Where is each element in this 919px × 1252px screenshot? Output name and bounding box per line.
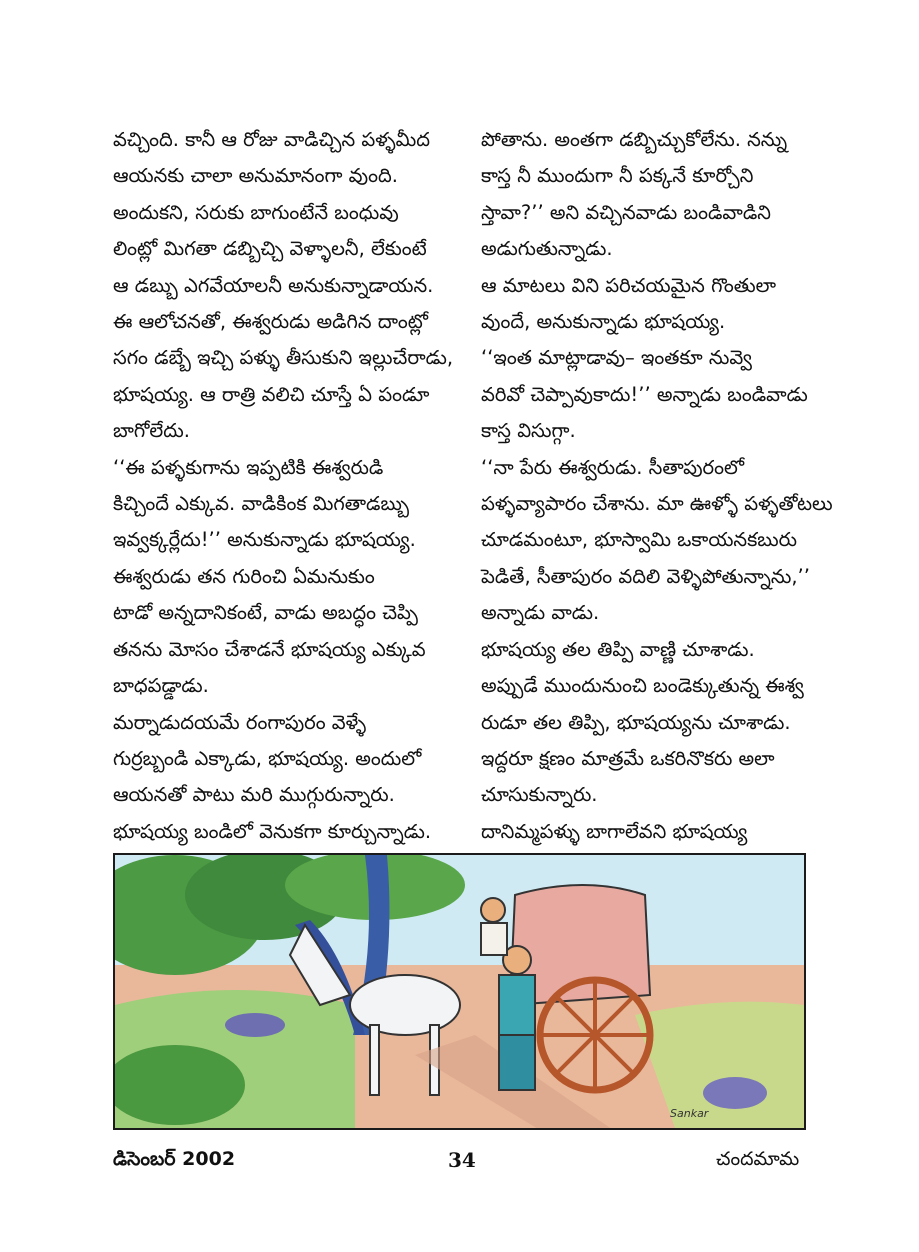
left-text-column [113,122,479,959]
man-standing [499,946,535,1090]
cart-scene-drawing [115,855,804,1128]
right-text-column [481,122,847,923]
paragraph: ‘‘ఈ పళ్ళకుగాను ఇప్పటికి ఈశ్వరుడి కిచ్చిందే ఎక్కువ. వాడికింక మిగతాడబ్బు ఇవ్వక్కర్లేదు!’’ అనుకున్నాడు భూషయ్య. [113,455,416,552]
page-number: 34 [448,1148,476,1172]
paragraph: పోతాను. అంతగా డబ్బిచ్చుకోలేను. నన్ను కాస్త నీ ముందుగా నీ పక్కనే కూర్చోని స్తావా?’’ అని వచ్చినవాడు బండివాడిని అడుగుతున్నాడు. [481,128,788,261]
paragraph: వచ్చింది. కానీ ఆ రోజు వాడిచ్చిన పళ్ళమీద ఆయనకు చాలా అనుమానంగా వుంది. అందుకని, సరుకు బాగుంటేనే బంధువు లింట్లో మిగతా డబ్బిచ్చి వెళ్ళాలనీ, లేకుంటే ఆ డబ్బు ఎగవేయాలనీ అనుకున్నాడాయన. ఈ ఆలోచనతో, ఈశ్వరుడు అడిగిన దాంట్లో సగం డబ్బే ఇచ్చి పళ్ళు తీసుకుని ఇల్లుచేరాడు, భూషయ్య. ఆ రాత్రి వలిచి చూస్తే ఏ పండూ బాగోలేదు. [113,128,454,443]
paragraph: మర్నాడుదయమే రంగాపురం వెళ్ళే గుర్రబ్బండి ఎక్కాడు, భూషయ్య. అందులో ఆయనతో పాటు మరి ముగ్గురున్నారు. భూషయ్య బండిలో వెనుకగా కూర్చున్నాడు. [113,710,432,843]
paragraph: భూషయ్య తల తిప్పి వాణ్ణి చూశాడు. అప్పుడే ముందునుంచి బండెక్కుతున్న ఈశ్వ రుడూ తల తిప్పి, భూషయ్యను చూశాడు. ఇద్దరూ క్షణం మాత్రమే ఒకరినొకరు అలా చూసుకున్నారు. [481,637,804,807]
footer-date: డిసెంబర్ 2002 [113,1148,236,1170]
story-illustration [113,853,806,1130]
paragraph: ‘‘నా పేరు ఈశ్వరుడు. సీతాపురంలో పళ్ళవ్యాపారం చేశాను. మా ఊళ్ళో పళ్ళతోటలు చూడమంటూ, భూస్వామి ఒకాయనకబురు పెడితే, సీతాపురం వదిలి వెళ్ళిపోతున్నాను,’’ అన్నాడు వాడు. [481,455,833,625]
paragraph: దానిమ్మపళ్ళు బాగాలేవని భూషయ్య [481,819,748,843]
rock [225,1013,285,1037]
magazine-name: చందమామ [716,1148,800,1170]
paragraph: ఈశ్వరుడు తన గురించి ఏమనుకుం టాడో అన్నదానికంటే, వాడు అబద్ధం చెప్పి తనను మోసం చేశాడనే భూషయ్య ఎక్కువ బాధపడ్డాడు. [113,564,426,698]
rock [703,1077,767,1109]
cart-driver [481,898,507,955]
artist-signature: Sankar [670,1107,709,1120]
paragraph: ‘‘ఇంత మాట్లాడావు– ఇంతకూ నువ్వె వరివో చెప్పావుకాదు!’’ అన్నాడు బండివాడు కాస్త విసుగ్గా. [481,346,808,443]
paragraph: ఆ మాటలు విని పరిచయమైన గొంతులా వుందే, అనుకున్నాడు భూషయ్య. [481,273,777,334]
